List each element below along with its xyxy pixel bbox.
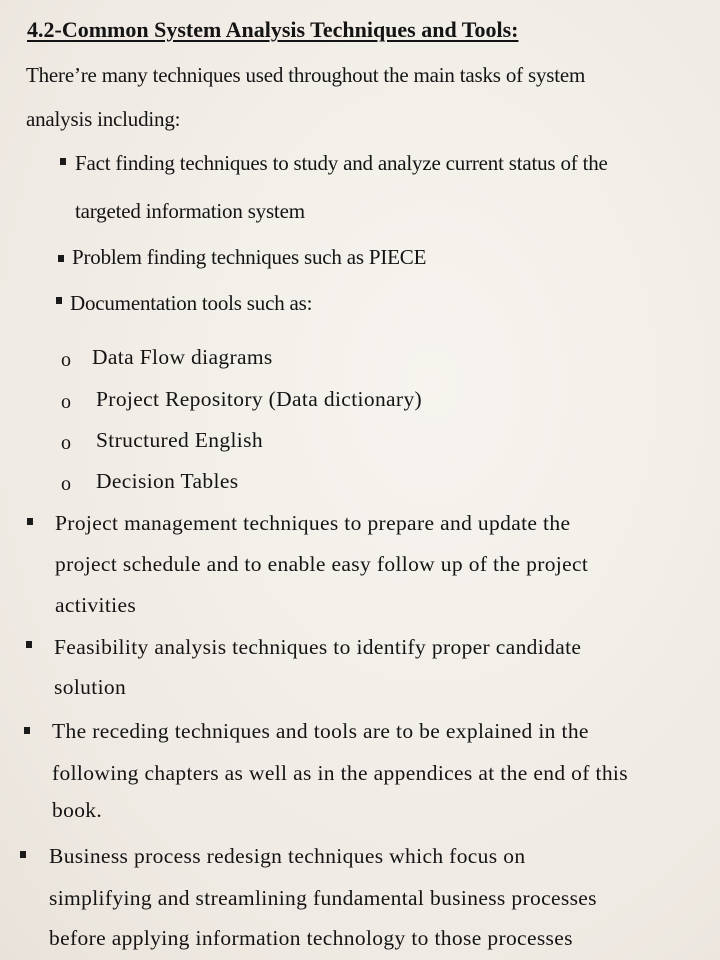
sub-item-data-flow: Data Flow diagrams: [92, 345, 273, 369]
bullet-square-icon: [56, 297, 62, 304]
bullet-feasibility-line-2: solution: [54, 675, 127, 699]
bullet-documentation: Documentation tools such as:: [70, 291, 313, 315]
bullet-square-icon: [27, 518, 33, 525]
sub-bullet-circle-icon: o: [61, 391, 71, 413]
section-heading: 4.2-Common System Analysis Techniques and Tools:: [27, 17, 519, 42]
bullet-square-icon: [60, 158, 66, 165]
sub-item-project-repository: Project Repository (Data dictionary): [96, 387, 423, 411]
sub-bullet-circle-icon: o: [61, 432, 71, 454]
sub-item-decision-tables: Decision Tables: [96, 469, 239, 493]
bullet-business-process-line-3: before applying information technology to those processes: [49, 926, 573, 950]
bullet-receding-line-2: following chapters as well as in the appendices at the end of this: [52, 761, 628, 785]
bullet-receding-line-1: The receding techniques and tools are to be explained in the: [52, 719, 589, 743]
bullet-square-icon: [20, 851, 26, 858]
bullet-receding-line-3: book.: [52, 798, 103, 822]
bullet-project-management-line-2: project schedule and to enable easy follow up of the project: [55, 552, 589, 576]
sub-bullet-circle-icon: o: [61, 349, 71, 371]
sub-bullet-circle-icon: o: [61, 473, 71, 495]
bullet-business-process-line-1: Business process redesign techniques which focus on: [49, 844, 526, 868]
bullet-business-process-line-2: simplifying and streamlining fundamental business processes: [49, 886, 597, 910]
bullet-square-icon: [58, 255, 64, 262]
bullet-project-management-line-1: Project management techniques to prepare and update the: [55, 511, 571, 535]
bullet-feasibility-line-1: Feasibility analysis techniques to identify proper candidate: [54, 635, 582, 659]
bullet-square-icon: [26, 641, 32, 648]
intro-line-1: There’re many techniques used throughout the main tasks of system: [26, 63, 586, 87]
sub-item-structured-english: Structured English: [96, 428, 263, 452]
bullet-fact-finding-line-1: Fact finding techniques to study and analyze current status of the: [75, 151, 608, 175]
intro-line-2: analysis including:: [26, 107, 181, 131]
bullet-problem-finding: Problem finding techniques such as PIECE: [72, 245, 427, 269]
bullet-square-icon: [24, 727, 30, 734]
bullet-fact-finding-line-2: targeted information system: [75, 199, 305, 223]
bullet-project-management-line-3: activities: [55, 593, 137, 617]
